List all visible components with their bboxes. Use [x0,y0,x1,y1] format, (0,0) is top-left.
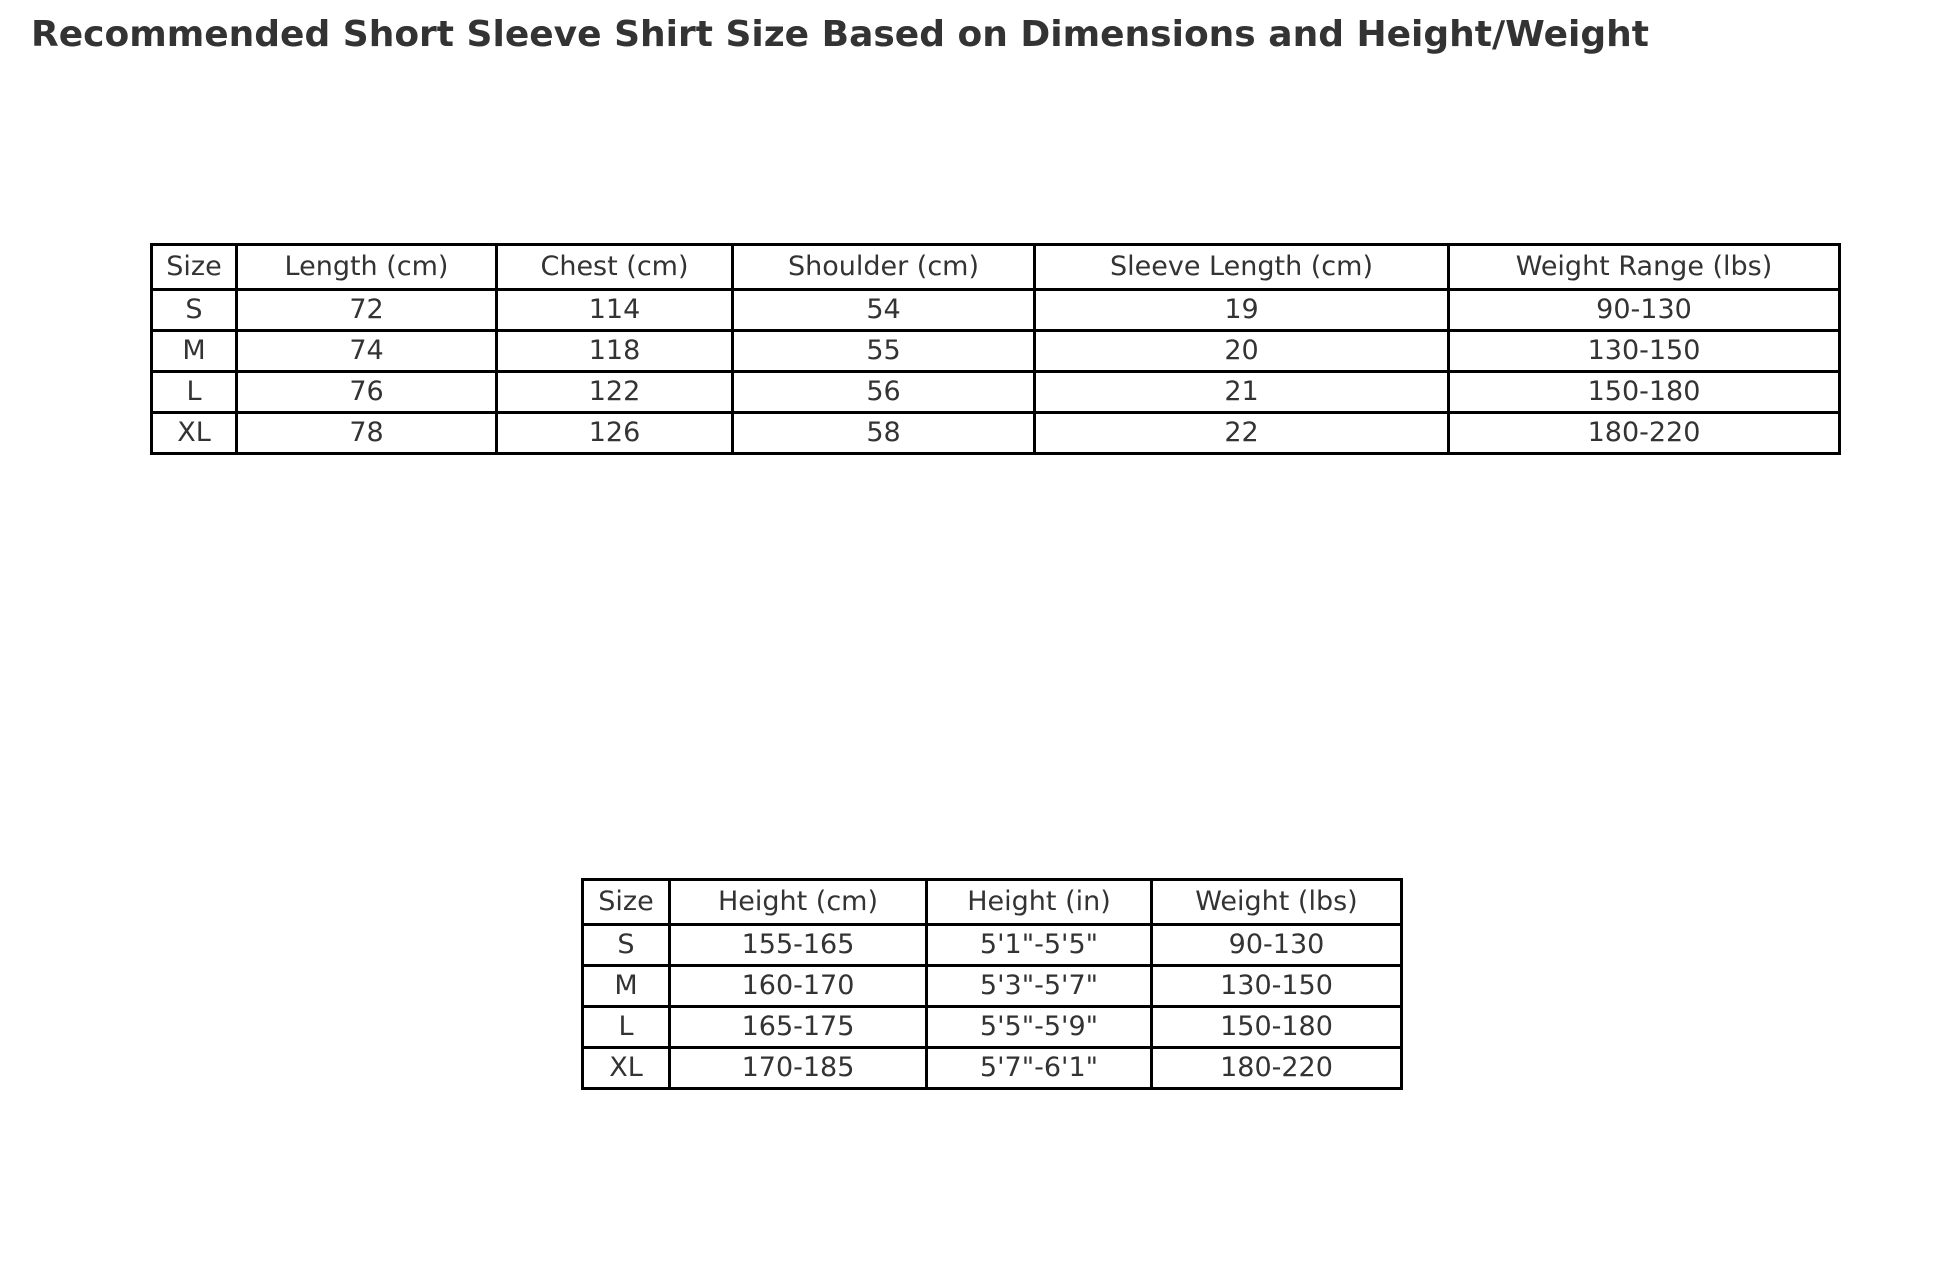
table-row [152,331,1840,372]
table-cell: 20 [1035,331,1449,372]
table-cell: M [152,331,237,372]
table-cell: 55 [733,331,1035,372]
column-header: Size [152,245,237,290]
table-cell: 90-130 [1152,925,1402,966]
table-cell: 22 [1035,413,1449,454]
table-cell: M [583,966,670,1007]
table-cell: XL [583,1048,670,1089]
table-cell: L [152,372,237,413]
column-header: Height (cm) [670,880,927,925]
table-cell: 78 [237,413,497,454]
table-cell: 5'5"-5'9" [927,1007,1152,1048]
table-cell: S [583,925,670,966]
column-header: Weight (lbs) [1152,880,1402,925]
column-header: Height (in) [927,880,1152,925]
table-cell: 114 [497,290,733,331]
column-header: Shoulder (cm) [733,245,1035,290]
table-cell: 58 [733,413,1035,454]
table-row [152,372,1840,413]
table-cell: 76 [237,372,497,413]
column-header: Length (cm) [237,245,497,290]
column-header: Weight Range (lbs) [1449,245,1840,290]
table-cell: 122 [497,372,733,413]
column-header: Chest (cm) [497,245,733,290]
table-cell: 5'7"-6'1" [927,1048,1152,1089]
table-cell: 72 [237,290,497,331]
shirt-dimensions-table-container [150,243,1841,455]
table-cell: 21 [1035,372,1449,413]
table-cell: 90-130 [1449,290,1840,331]
height-weight-table [581,878,1403,1090]
table-cell: 74 [237,331,497,372]
table-row [583,1007,1402,1048]
table-cell: 130-150 [1152,966,1402,1007]
table-cell: 56 [733,372,1035,413]
table-cell: 54 [733,290,1035,331]
column-header: Sleeve Length (cm) [1035,245,1449,290]
table-cell: 155-165 [670,925,927,966]
height-weight-table-container [581,878,1403,1090]
table-cell: 150-180 [1152,1007,1402,1048]
table-cell: S [152,290,237,331]
table-cell: 118 [497,331,733,372]
table-row [152,290,1840,331]
table-row [583,1048,1402,1089]
table-cell: 165-175 [670,1007,927,1048]
table-cell: 170-185 [670,1048,927,1089]
table-cell: 180-220 [1449,413,1840,454]
table-cell: 180-220 [1152,1048,1402,1089]
table-row [583,925,1402,966]
table-row [583,966,1402,1007]
table-cell: 160-170 [670,966,927,1007]
table-cell: 5'1"-5'5" [927,925,1152,966]
table-cell: 126 [497,413,733,454]
table-cell: 150-180 [1449,372,1840,413]
shirt-dimensions-table [150,243,1841,455]
table-cell: 19 [1035,290,1449,331]
column-header: Size [583,880,670,925]
table-header-row [152,245,1840,290]
table-header-row [583,880,1402,925]
figure-title: Recommended Short Sleeve Shirt Size Based on Dimensions and Height/Weight [31,14,1649,55]
table-cell: 130-150 [1449,331,1840,372]
table-cell: 5'3"-5'7" [927,966,1152,1007]
table-cell: XL [152,413,237,454]
table-row [152,413,1840,454]
table-cell: L [583,1007,670,1048]
